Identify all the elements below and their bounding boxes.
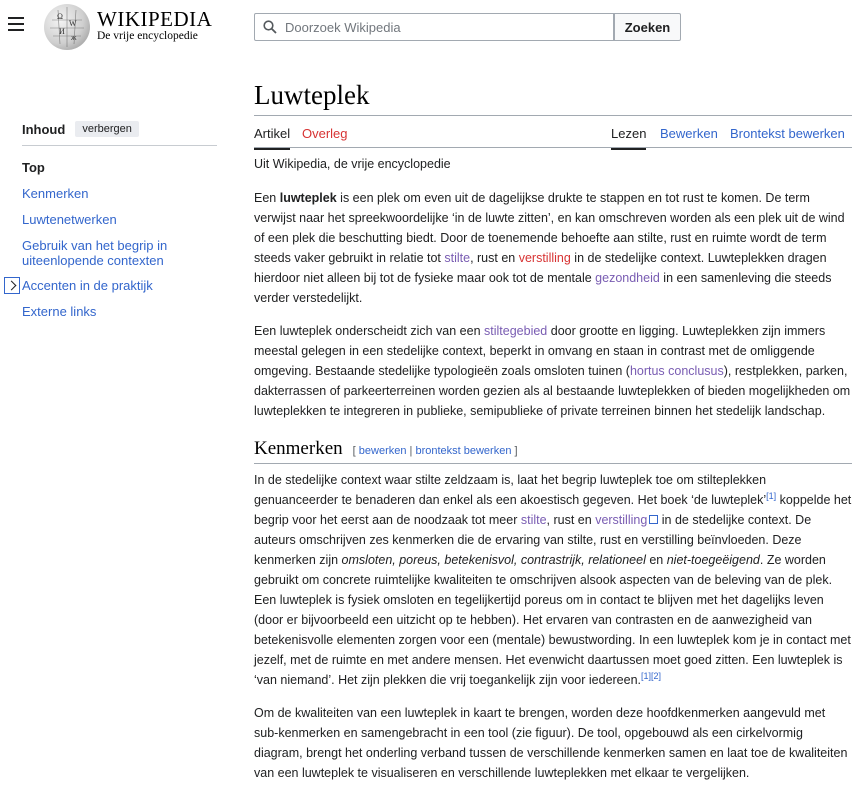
toc-item-externe-links[interactable]: Externe links xyxy=(22,304,97,319)
wordmark-tagline: De vrije encyclopedie xyxy=(97,30,198,42)
text: in de stedelijke context. Luwteplekken dragen hierdoor niet alleen bij tot de fysieke maar ook tot de mentale xyxy=(254,251,827,285)
link-gezondheid[interactable]: gezondheid xyxy=(595,271,660,285)
search-box xyxy=(254,13,614,41)
paragraph-3 xyxy=(254,470,852,690)
toc-hide-button[interactable]: verbergen xyxy=(75,121,139,137)
wordmark-title: WIKIPEDIA xyxy=(97,7,213,31)
svg-text:W: W xyxy=(69,19,77,28)
text: is een plek om even uit de dagelijkse drukte te stappen en tot rust te komen. De term verwijst naar het spreekwoordelijke ‘in de luwte zitten’, en kan omschreven worden als een plek uit de wind of een plek die beschutting biedt. Door de toenemende behoefte aan stilte, rust en ruimte wordt de term steeds vaker gebruikt in relatie tot xyxy=(254,191,845,265)
page-title: Luwteplek xyxy=(254,78,852,116)
toc-item-kenmerken[interactable]: Kenmerken xyxy=(22,186,89,201)
link-stilte-2[interactable]: stilte xyxy=(520,513,547,527)
tab-artikel[interactable]: Artikel xyxy=(254,126,290,150)
separator: | xyxy=(406,445,416,457)
link-verstilling-external[interactable]: verstilling xyxy=(595,513,648,527)
header xyxy=(0,0,853,56)
toc-expand-chevron-icon[interactable] xyxy=(4,277,20,294)
table-of-contents xyxy=(22,121,217,330)
text: in een samenleving die steeds verder verstedelijkt. xyxy=(254,271,832,305)
svg-text:ж: ж xyxy=(71,33,77,42)
search-icon xyxy=(263,20,277,34)
toc-item-gebruik[interactable]: Gebruik van het begrip in uiteenlopende contexten xyxy=(22,238,168,268)
main-menu-icon[interactable] xyxy=(8,17,26,35)
text: , rust en xyxy=(470,251,519,265)
paragraph-4: Om de kwaliteiten van een luwteplek in kaart te brengen, worden deze hoofdkenmerken aangevuld met sub-kenmerken en samengebracht in een tool (zie figuur). De tool, opgebouwd als een cirkelvormig diagram, brengt het onderling verband tussen de verschillende kenmerken samen en laat toe de kwaliteiten van een luwteplek te visualiseren en verschillende luwteplekken met elkaar te vergelijken. xyxy=(254,706,848,780)
tab-brontekst-bewerken[interactable]: Brontekst bewerken xyxy=(730,126,845,141)
text: . Ze worden gebruikt om concrete ruimtelijke kwaliteiten te omschrijven alsook aspecten van de beleving van de plek. Een luwteplek is fysiek omsloten en tegelijkertijd poreus om in contact te blijven met het dagelijks leven (door er bijvoorbeeld een uitzicht op te hebben). Het ervaren van contrasten en de aanwezigheid van betekenisvolle elementen zorgen voor een (mentale) bewustwording. In een luwteplek kom je in contact met jezelf, met de ruimte en met andere mensen. Het evenwicht daartussen moet goed zitten. Een luwteplek is ‘van niemand’. Het zijn plekken die vrij toegankelijk zijn voor iedereen. xyxy=(254,553,851,687)
text: koppelde het begrip voor het eerst aan de noodzaak tot meer xyxy=(254,493,852,527)
page-tabs xyxy=(254,116,852,148)
paragraph-intro xyxy=(254,188,852,308)
external-link-icon xyxy=(649,515,658,524)
text: Een luwteplek onderscheidt zich van een xyxy=(254,324,485,338)
tab-lezen[interactable]: Lezen xyxy=(611,126,646,150)
reference-1-2[interactable]: [1][2] xyxy=(641,670,662,681)
section-title: Kenmerken xyxy=(254,438,343,459)
site-subtitle: Uit Wikipedia, de vrije encyclopedie xyxy=(254,157,451,171)
section-heading-kenmerken xyxy=(254,438,852,464)
italic-kenmerken: omsloten, poreus, betekenisvol, contrastrijk, relationeel xyxy=(341,553,646,567)
reference-1[interactable]: [1] xyxy=(766,490,777,501)
wikipedia-globe-logo[interactable] xyxy=(44,4,90,50)
toc-item-accenten[interactable] xyxy=(22,278,217,294)
toc-item-top[interactable]: Top xyxy=(22,160,45,175)
text: Een xyxy=(254,191,280,205)
toc-title: Inhoud xyxy=(22,121,66,137)
link-stilte[interactable]: stilte xyxy=(444,251,471,265)
bold-term: luwteplek xyxy=(279,191,337,205)
toc-list xyxy=(22,160,217,320)
paragraph-2 xyxy=(254,321,852,421)
text: In de stedelijke context waar stilte zeldzaam is, laat het begrip luwteplek toe om stilteplekken genuanceerder te benaderen dan enkel als een akoestisch gegeven. Het boek ‘de luwteplek’ xyxy=(254,473,767,507)
tab-overleg[interactable]: Overleg xyxy=(302,126,348,141)
search-button[interactable]: Zoeken xyxy=(614,13,681,41)
search-input[interactable] xyxy=(285,17,605,37)
bracket: ] xyxy=(511,445,518,457)
toc-item-luwtenetwerken[interactable]: Luwtenetwerken xyxy=(22,212,117,227)
link-stiltegebied[interactable]: stiltegebied xyxy=(484,324,548,338)
link-hortus-conclusus[interactable]: hortus conclusus xyxy=(629,364,724,378)
section-edit-links xyxy=(353,445,518,457)
section-source-edit-link[interactable]: brontekst bewerken xyxy=(415,445,512,457)
italic-niet-toegeeigend: niet-toegeëigend xyxy=(666,553,760,567)
toc-item-accenten-label: Accenten in de praktijk xyxy=(22,278,153,293)
svg-text:И: И xyxy=(59,27,65,36)
text: door grootte en ligging. Luwteplekken zijn immers meestal gelegen in een stedelijke context, beperkt in omvang en staan in contrast met de omliggende omgeving. Bestaande stedelijke typologieën zoals omsloten tuinen ( xyxy=(254,324,826,378)
bracket: [ xyxy=(352,445,359,457)
text: ), restplekken, parken, dakterrassen of parkeerterreinen worden gezien als al bestaande luwteplekken of bieden mogelijkheden om luwteplekken te integreren in publieke, semipublieke of private terreinen binnen het stedelijk landschap. xyxy=(254,364,851,418)
text: en xyxy=(645,553,667,567)
text: , rust en xyxy=(546,513,596,527)
toc-header xyxy=(22,121,217,146)
link-verstilling[interactable]: verstilling xyxy=(518,251,571,265)
svg-text:Ω: Ω xyxy=(57,12,63,21)
section-edit-link[interactable]: bewerken xyxy=(358,445,407,457)
wordmark[interactable] xyxy=(97,8,212,43)
text: in de stedelijke context. De auteurs omschrijven zes kenmerken die de ervaring van stilte, rust en verstilling beïnvloeden. Deze kenmerken zijn xyxy=(254,513,812,567)
tab-bewerken[interactable]: Bewerken xyxy=(660,126,718,141)
article xyxy=(254,78,852,783)
